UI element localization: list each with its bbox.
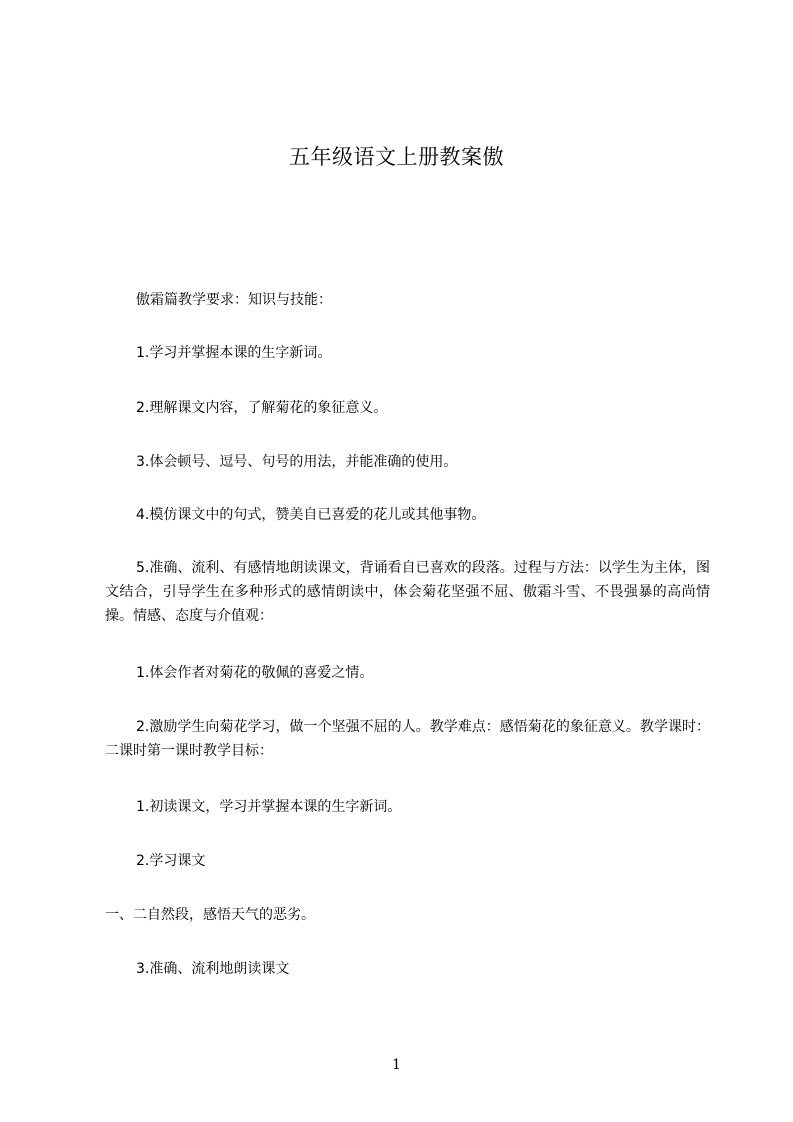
paragraph-item: 1.初读课文，学习并掌握本课的生字新词。 xyxy=(136,799,402,815)
paragraph-item: 2.激励学生向菊花学习，做一个坚强不屈的人。教学难点：感悟菊花的象征意义。教学课时：二课时第一课时教学目标： xyxy=(105,719,710,759)
page-number: 1 xyxy=(392,1057,401,1073)
paragraph-item: 3.体会顿号、逗号、句号的用法，并能准确的使用。 xyxy=(136,454,458,470)
paragraph-heading: 傲霜篇教学要求：知识与技能： xyxy=(136,292,332,308)
paragraph-item: 1.体会作者对菊花的敬佩的喜爱之情。 xyxy=(136,665,374,681)
paragraph-item: 一、二自然段，感悟天气的恶劣。 xyxy=(105,907,315,923)
paragraph-item: 5.准确、流利、有感情地朗读课文，背诵看自已喜欢的段落。过程与方法：以学生为主体，图文结合，引导学生在多种形式的感情朗读中，体会菊花坚强不屈、傲霜斗雪、不畏强暴的高尚情操。情感、态度与介值观： xyxy=(105,560,710,624)
paragraph-item: 1.学习并掌握本课的生字新词。 xyxy=(136,345,332,361)
paragraph-item: 2.学习课文 xyxy=(136,853,206,869)
paragraph-item: 4.模仿课文中的句式，赞美自已喜爱的花儿或其他事物。 xyxy=(136,507,486,523)
paragraph-item: 2.理解课文内容，了解菊花的象征意义。 xyxy=(136,400,388,416)
paragraph-item: 3.准确、流利地朗读课文 xyxy=(136,961,290,977)
document-title: 五年级语文上册教案傲 xyxy=(289,145,504,169)
